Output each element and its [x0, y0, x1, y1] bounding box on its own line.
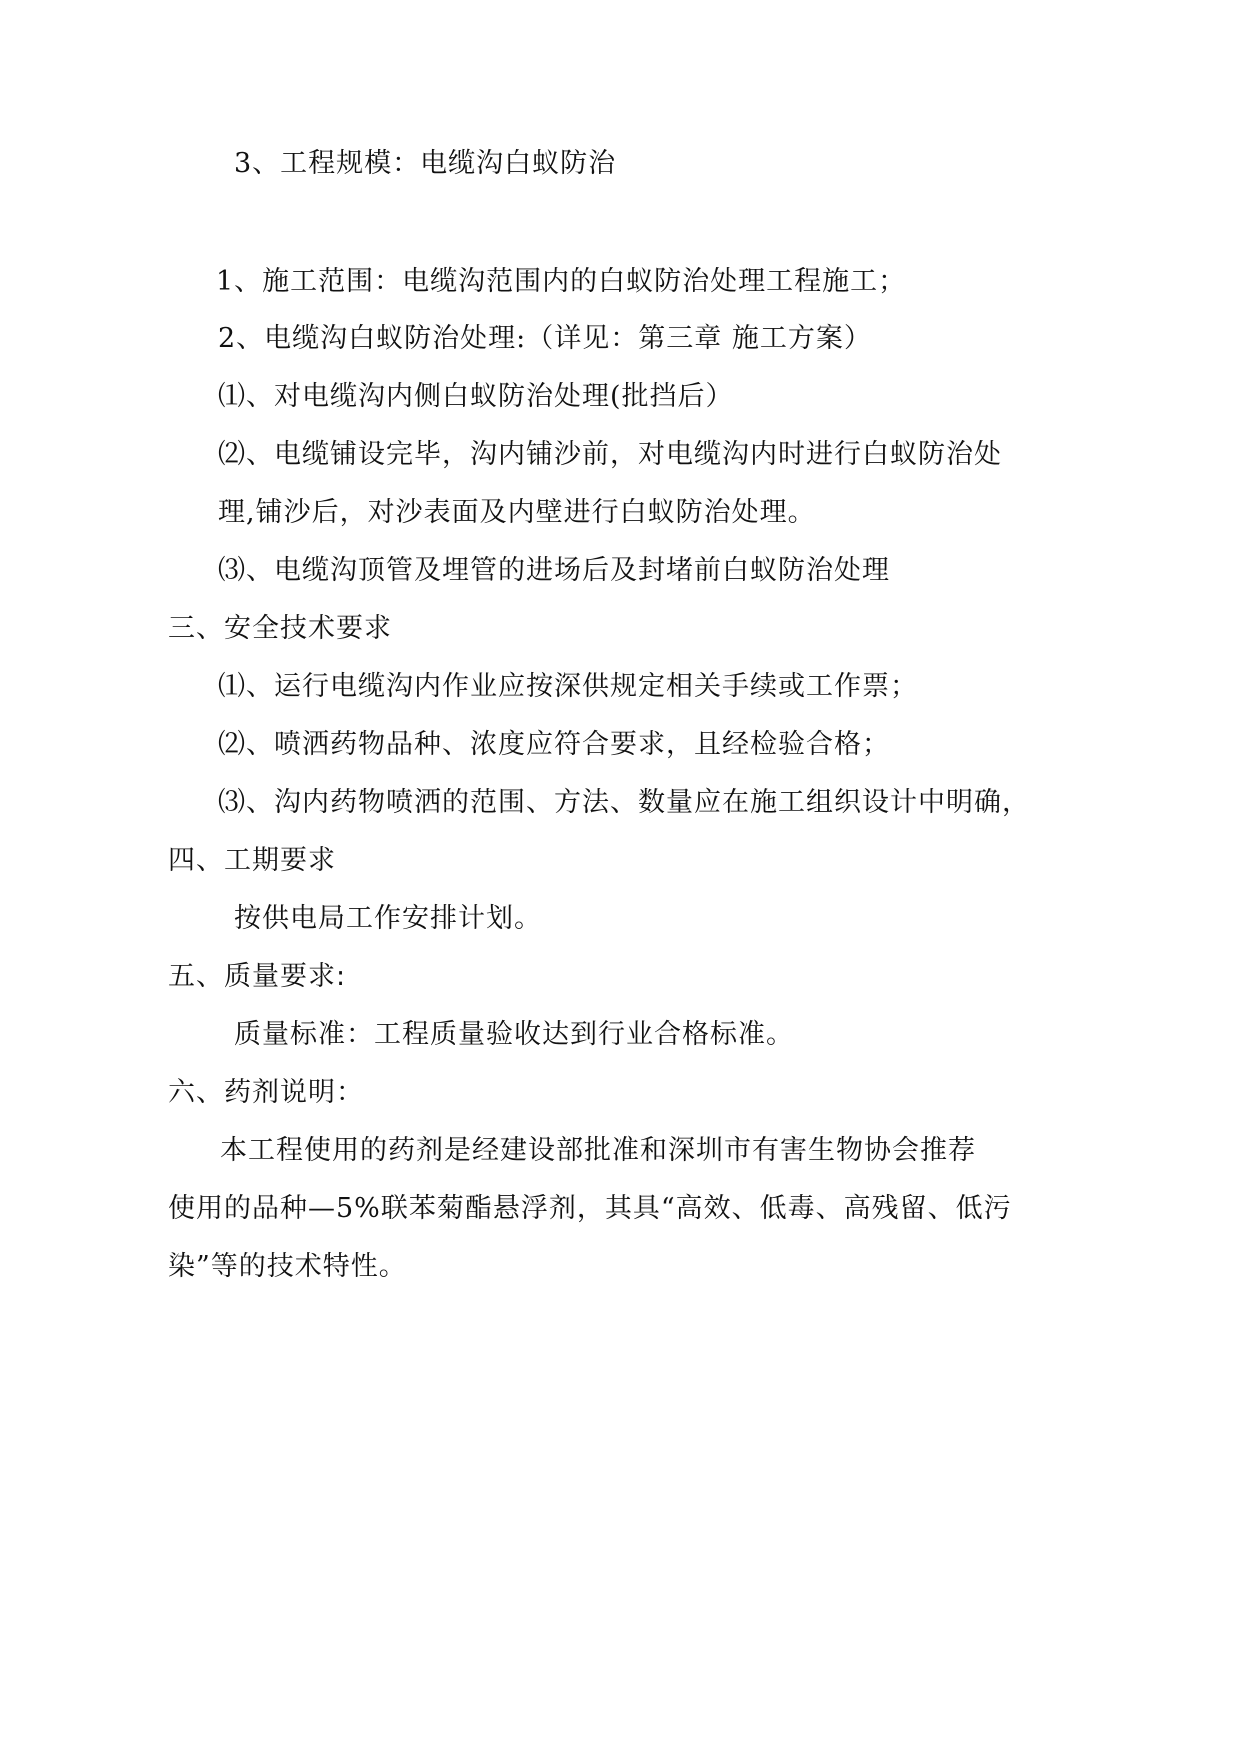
text-line-agent-1: 本工程使用的药剂是经建设部批准和深圳市有害生物协会推荐: [220, 1135, 976, 1166]
text-line-treatment-item-3: ⑶、电缆沟顶管及埋管的进场后及封堵前白蚁防治处理: [218, 555, 890, 586]
text-line-quality-standard: 质量标准：工程质量验收达到行业合格标准。: [234, 1019, 794, 1050]
section-heading-safety: 三、安全技术要求: [168, 613, 392, 644]
text-line-treatment-item-2b: 理,铺沙后，对沙表面及内壁进行白蚁防治处理。: [218, 497, 816, 528]
section-heading-agent: 六、药剂说明：: [168, 1077, 364, 1108]
text-line-treatment-item-2a: ⑵、电缆铺设完毕，沟内铺沙前，对电缆沟内时进行白蚁防治处: [218, 439, 1002, 470]
text-line-treatment-heading: 2、电缆沟白蚁防治处理:（详见：第三章 施工方案）: [218, 323, 872, 354]
text-line-treatment-item-1: ⑴、对电缆沟内侧白蚁防治处理(批挡后）: [218, 381, 734, 412]
text-line-safety-item-1: ⑴、运行电缆沟内作业应按深供规定相关手续或工作票；: [218, 671, 918, 702]
text-line-construction-scope: 1、施工范围：电缆沟范围内的白蚁防治处理工程施工；: [216, 266, 907, 297]
text-line-schedule: 按供电局工作安排计划。: [234, 903, 542, 934]
text-line-project-scale: 3、工程规模：电缆沟白蚁防治: [234, 148, 617, 179]
text-line-safety-item-3: ⑶、沟内药物喷洒的范围、方法、数量应在施工组织设计中明确，: [218, 787, 1030, 818]
text-line-safety-item-2: ⑵、喷洒药物品种、浓度应符合要求，且经检验合格；: [218, 729, 890, 760]
text-line-agent-2: 使用的品种—5%联苯菊酯悬浮剂，其具“高效、低毒、高残留、低污: [168, 1193, 1012, 1224]
text-line-agent-3: 染”等的技术特性。: [168, 1251, 407, 1282]
section-heading-schedule: 四、工期要求: [168, 845, 336, 876]
section-heading-quality: 五、质量要求:: [168, 961, 347, 992]
